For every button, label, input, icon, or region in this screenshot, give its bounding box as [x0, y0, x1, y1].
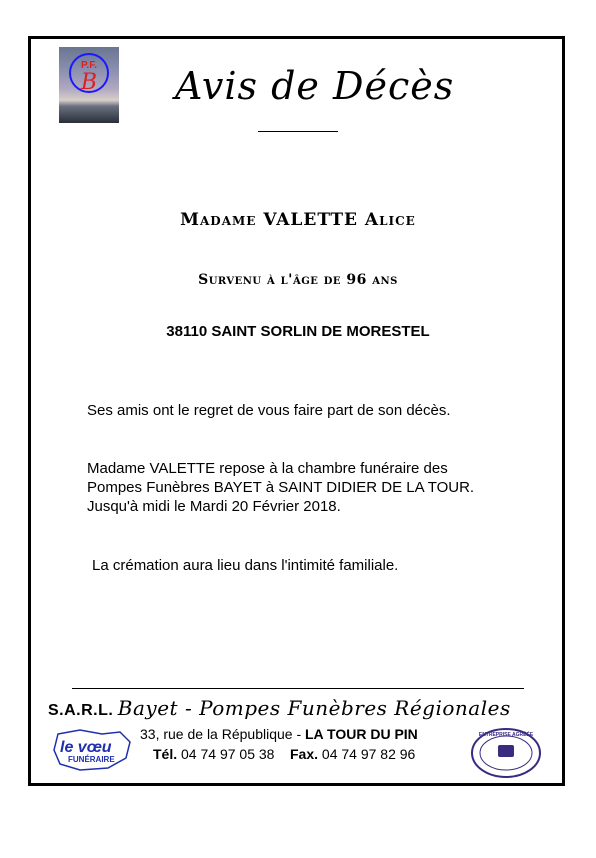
- logo-b-letter: B: [80, 70, 98, 95]
- logo-funeraire-text: FUNÉRAIRE: [68, 755, 115, 764]
- notice-paragraph-cremation: La crémation aura lieu dans l'intimité familiale.: [92, 557, 399, 574]
- notice-paragraph-friends: Ses amis ont le regret de vous faire part de son décès.: [87, 402, 451, 419]
- company-address: [140, 726, 418, 742]
- entreprise-agreee-logo: [470, 727, 542, 779]
- deceased-name: Madame VALETTE Alice: [180, 210, 416, 230]
- address-city: LA TOUR DU PIN: [305, 726, 418, 742]
- logo-pf-text: P.F.: [81, 60, 97, 71]
- footer-divider: [72, 688, 524, 689]
- page-title: Avis de Décès: [175, 64, 455, 108]
- fax-label: Fax.: [290, 746, 319, 762]
- company-phones: [153, 746, 415, 762]
- deceased-location: 38110 SAINT SORLIN DE MORESTEL: [166, 323, 430, 340]
- notice-paragraph-repose: [87, 459, 474, 516]
- le-voeu-funeraire-logo: [50, 728, 136, 772]
- tel-label: Tél.: [153, 746, 178, 762]
- repose-line-2: Pompes Funèbres BAYET à SAINT DIDIER DE LA TOUR.: [87, 479, 475, 496]
- repose-line-1: Madame VALETTE repose à la chambre funéraire des: [87, 460, 448, 477]
- tel-value: 04 74 97 05 38: [181, 746, 275, 762]
- pf-bayet-logo: [59, 47, 119, 123]
- footer-company-line: [48, 696, 511, 720]
- logo-voeu-text: le vœu: [60, 739, 112, 756]
- title-divider: [258, 131, 338, 132]
- fax-value: 04 74 97 82 96: [321, 746, 416, 762]
- address-street: 33, rue de la République -: [140, 726, 302, 742]
- deceased-age: Survenu à l'âge de 96 ans: [198, 272, 398, 288]
- repose-line-3: Jusqu'à midi le Mardi 20 Février 2018.: [87, 498, 341, 515]
- logo-agree-text: ENTREPRISE AGRÉÉE: [478, 732, 534, 738]
- company-name: Bayet - Pompes Funèbres Régionales: [117, 696, 511, 720]
- company-type: S.A.R.L.: [48, 702, 114, 719]
